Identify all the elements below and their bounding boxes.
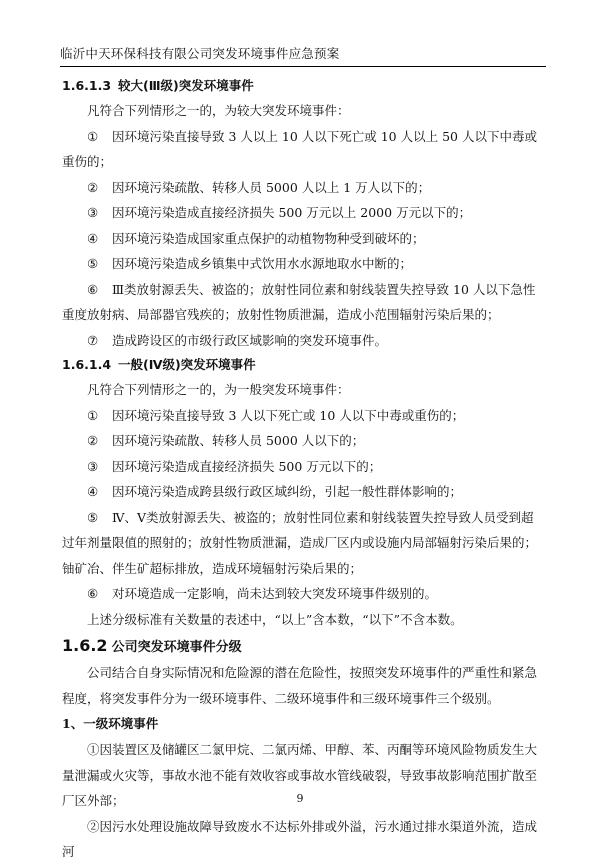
list-marker: ③ (87, 458, 99, 474)
list-item-text: 因环境污染直接导致 3 人以上 10 人以下死亡或 10 人以上 50 人以下中毒或重伤的； (62, 128, 537, 169)
list-marker: ④ (87, 230, 99, 246)
section-heading-162 (62, 632, 546, 660)
list-item (62, 175, 546, 201)
page-number: 9 (296, 792, 304, 805)
list-marker: ⑥ (87, 586, 99, 601)
list-marker: ③ (87, 205, 99, 220)
list-marker: ① (87, 407, 99, 423)
list-marker: ② (87, 179, 99, 195)
list-item-text: 因环境污染造成乡镇集中式饮用水水源地取水中断的； (112, 256, 413, 271)
section-paragraph: 公司结合自身实际情况和危险源的潜在危险性，按照突发环境事件的严重性和紧急程度，将突发事件分为一级环境事件、二级环境事件和三级环境事件三个级别。 (62, 665, 538, 706)
list-item-text: 因环境污染造成直接经济损失 500 万元以上 2000 万元以下的； (112, 205, 472, 220)
list-marker: ⑤ (87, 509, 99, 525)
list-item (62, 428, 546, 454)
list-marker: ② (87, 433, 99, 448)
section-title: 公司突发环境事件分级 (111, 640, 242, 655)
list-marker: ④ (87, 484, 99, 499)
list-marker: ⑦ (87, 332, 99, 348)
list-item (62, 328, 546, 354)
section-paragraph: ①因装置区及储罐区二氯甲烷、二氯丙烯、甲醇、苯、丙酮等环境风险物质发生大量泄漏或火灾等，事故水池不能有效收容或事故水管线破裂，导致事故影响范围扩散至厂区外部； (62, 742, 538, 808)
section-number: 1.6.2 (62, 636, 108, 655)
list-item-text: 造成跨设区的市级行政区域影响的突发环境事件。 (112, 332, 388, 348)
list-item-text: 因环境污染造成跨县级行政区域纠纷，引起一般性群体影响的； (112, 484, 463, 499)
list-item (62, 505, 546, 582)
list-item (62, 403, 546, 429)
list-item-text: 因环境污染直接导致 3 人以下死亡或 10 人以下中毒或重伤的； (112, 407, 465, 423)
section-intro: 凡符合下列情形之一的，为一般突发环境事件： (87, 382, 350, 397)
section-heading-1614 (62, 353, 546, 377)
list-item (62, 251, 546, 277)
list-item-text: 因环境污染造成直接经济损失 500 万元以下的； (112, 458, 382, 474)
list-item (62, 479, 546, 505)
section-number: 1.6.1.3 (62, 78, 112, 93)
list-item-text: 因环境污染疏散、转移人员 5000 人以下的； (112, 433, 365, 448)
section-heading-1613 (62, 74, 546, 98)
list-item (62, 124, 546, 175)
quantity-note: 上述分级标准有关数量的表述中，“以上”含本数，“以下”不含本数。 (87, 611, 463, 627)
section-intro: 凡符合下列情形之一的，为较大突发环境事件： (87, 103, 350, 118)
list-item (62, 226, 546, 252)
list-item (62, 200, 546, 226)
list-item-text: 因环境污染疏散、转移人员 5000 人以上 1 万人以下的； (112, 179, 431, 195)
page-header: 临沂中天环保科技有限公司突发环境事件应急预案 (60, 44, 546, 67)
list-marker: ⑤ (87, 256, 99, 271)
list-marker: ⑥ (87, 281, 99, 297)
section-title: 一般(Ⅳ级)突发环境事件 (118, 357, 256, 372)
section-number: 1.6.1.4 (62, 357, 112, 372)
list-item-text: 对环境造成一定影响，尚未达到较大突发环境事件级别的。 (112, 586, 438, 601)
subsection-heading: 1、一级环境事件 (62, 716, 159, 731)
list-marker: ① (87, 128, 99, 144)
list-item-text: 因环境污染造成国家重点保护的动植物物种受到破坏的； (112, 230, 425, 246)
section-title: 较大(Ⅲ级)突发环境事件 (118, 78, 254, 93)
list-item-text: Ⅳ、Ⅴ类放射源丢失、被盗的；放射性同位素和射线装置失控导致人员受到超过年剂量限值的照射的；放射性物质泄漏，造成厂区内或设施内局部辐射污染后果的；铀矿冶、伴生矿超标排放，造成环境辐射污染后果的； (62, 509, 538, 576)
list-item (62, 277, 546, 328)
document-body (62, 74, 546, 865)
list-item (62, 454, 546, 480)
list-item-text: Ⅲ类放射源丢失、被盗的；放射性同位素和射线装置失控导致 10 人以下急性重度放射病、局部器官残疾的；放射性物质泄漏，造成小范围辐射污染后果的； (62, 281, 536, 322)
section-paragraph: ②因污水处理设施故障导致废水不达标外排或外溢，污水通过排水渠道外流，造成河 (62, 818, 538, 859)
list-item (62, 581, 546, 607)
